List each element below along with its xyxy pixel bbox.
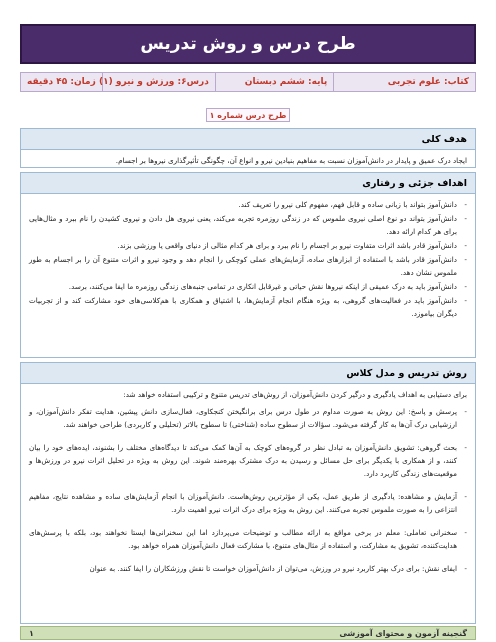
- list-item: - دانش‌آموز قادر باشد اثرات متفاوت نیرو بر اجسام را نام ببرد و برای هر کدام مثالی از دنیای واقعی یا ورزشی بزند.: [29, 239, 457, 252]
- list-item: - دانش‌آموز قادر باشد با استفاده از ابزارهای ساده، آزمایش‌های عملی کوچکی را انجام دهد و وجود نیرو و اثرات متنوع آن را بر اجسام به طور ملموس نشان دهد.: [29, 253, 457, 279]
- general-goal-section: [20, 128, 476, 168]
- footer-text: گنجینه آزمون و محتوای آموزشی: [339, 628, 467, 638]
- list-item: - دانش‌آموز بتواند دو نوع اصلی نیروی ملموس که در زندگی روزمره تجربه می‌کند، یعنی نیروی هل دادن و نیروی کشیدن را نام ببرد و مثال‌هایی برای هر کدام ارائه دهد.: [29, 212, 457, 238]
- general-goal-text: ایجاد درک عمیق و پایدار در دانش‌آموزان نسبت به مفاهیم بنیادین نیرو و انواع آن، چگونگی تأثیرگذاری نیروها بر اجسام.: [115, 156, 467, 165]
- general-goal-title: هدف کلی: [21, 129, 475, 150]
- page: [20, 12, 476, 638]
- objectives-section: [20, 172, 476, 358]
- list-item: - ایفای نقش: برای درک بهتر کاربرد نیرو در ورزش، می‌توان از دانش‌آموزان خواست تا نقش ورزشکاران را ایفا کنند. به عنوان: [29, 562, 457, 575]
- info-lesson: درس۶: ورزش و نیرو (۱): [102, 73, 215, 91]
- footer-bar: [20, 626, 476, 640]
- list-item: - آزمایش و مشاهده: یادگیری از طریق عمل، یکی از مؤثرترین روش‌هاست. دانش‌آموزان با انجام آزمایش‌های ساده و مشاهده نتایج، مفاهیم انتزاعی را به صورت ملموس تجربه می‌کنند. این روش به ویژه برای درک اثرات نیرو اهمیت دارد.: [29, 490, 457, 516]
- list-item: - پرسش و پاسخ: این روش به صورت مداوم در طول درس برای برانگیختن کنجکاوی، فعال‌سازی دانش پیشین، هدایت تفکر دانش‌آموزان، و ارزشیابی درک آن‌ها به کار گرفته می‌شود. سؤالات از سطوح ساده (شناختی) تا سطوح بالاتر (تحلیلی و کاربردی) طراحی خواهند شد.: [29, 405, 457, 431]
- title-band: [20, 24, 476, 64]
- list-item: - بحث گروهی: تشویق دانش‌آموزان به تبادل نظر در گروه‌های کوچک به آن‌ها کمک می‌کند تا دیدگاه‌های مختلف را بشنوند، ایده‌های خود را بیان کنند، و از همکاری با یکدیگر برای حل مسائل و رسیدن به درک مشترک بهره‌مند شوند. این روش به ویژه در تحلیل اثرات نیرو در ورزش‌ها و موقعیت‌های زندگی کاربرد دارد.: [29, 441, 457, 480]
- methods-title: روش تدریس و مدل کلاس: [21, 363, 475, 384]
- list-item: - دانش‌آموز باید به درک عمیقی از اینکه نیروها نقش حیاتی و غیرقابل انکاری در تمامی جنبه‌های زندگی روزمره ما ایفا می‌کنند، برسد.: [29, 280, 457, 293]
- objectives-title: اهداف جزئی و رفتاری: [21, 173, 475, 194]
- page-number: ۱: [29, 628, 34, 638]
- list-item: - دانش‌آموز باید در فعالیت‌های گروهی، به ویژه هنگام انجام آزمایش‌ها، با اشتیاق و همکاری با هم‌کلاسی‌های خود مشارکت کند و از تجربیات دیگران بیاموزد.: [29, 294, 457, 320]
- list-item: - دانش‌آموز بتواند با زبانی ساده و قابل فهم، مفهوم کلی نیرو را تعریف کند.: [29, 198, 457, 211]
- info-grade: پایه: ششم دبستان: [215, 73, 333, 91]
- info-book: کتاب: علوم تجربی: [333, 73, 475, 91]
- page-title: طرح درس و روش تدریس: [140, 34, 356, 54]
- lesson-info-row: [20, 72, 476, 92]
- objectives-list: [29, 198, 467, 320]
- lesson-plan-number: طرح درس شماره ۱: [206, 108, 290, 122]
- info-time: زمان: ۴۵ دقیقه: [27, 77, 96, 87]
- methods-section: [20, 362, 476, 624]
- methods-list: [29, 405, 467, 575]
- list-item: - سخنرانی تعاملی: معلم در برخی مواقع به ارائه مطالب و توضیحات می‌پردازد اما این سخنرانی‌ها ایستا نخواهند بود، بلکه با پرسش‌های هدایت‌کننده، تشویق به مشارکت، و استفاده از مثال‌های متنوع، با مشارکت فعال دانش‌آموزان همراه خواهد بود.: [29, 526, 457, 552]
- methods-intro: برای دستیابی به اهداف یادگیری و درگیر کردن دانش‌آموزان، از روش‌های تدریس متنوع و ترکیبی استفاده خواهد شد:: [123, 390, 467, 399]
